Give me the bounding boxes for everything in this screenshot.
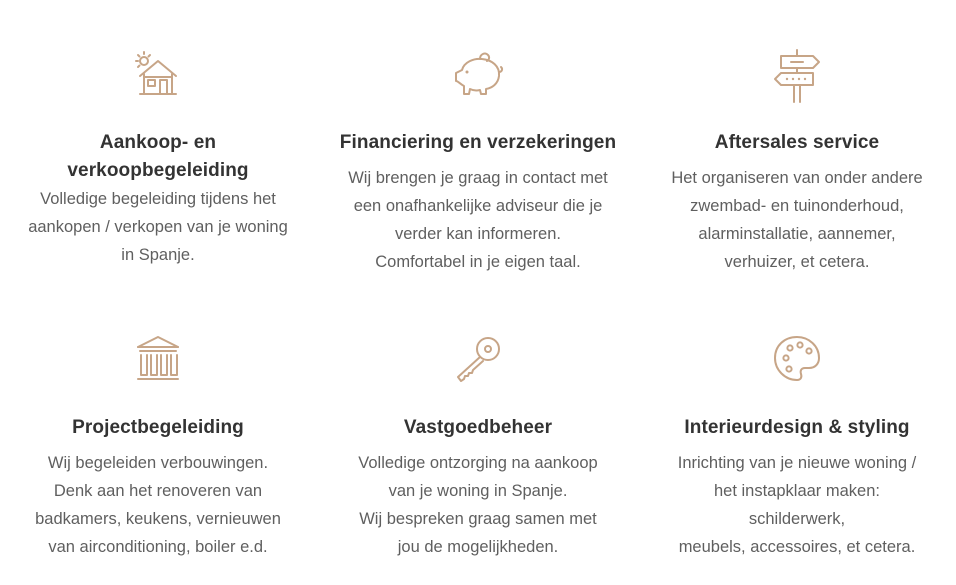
service-card-aftersales <box>647 48 947 276</box>
columns-building-icon <box>132 333 184 389</box>
service-title: Aftersales service <box>714 132 880 153</box>
service-title: Interieurdesign & styling <box>684 417 910 438</box>
service-title: Projectbegeleiding <box>72 417 244 438</box>
service-card-interieur <box>647 333 947 561</box>
piggy-bank-icon <box>452 48 504 104</box>
service-title: Aankoop- en <box>99 132 217 153</box>
service-card-financiering <box>328 48 628 276</box>
service-description: Volledige begeleiding tijdens het aankopen / verkopen van je woning in Spanje. <box>28 190 288 264</box>
service-description: Wij brengen je graag in contact met een onafhankelijke adviseur die je verder kan informeren. Comfortabel in je eigen taal. <box>348 169 608 271</box>
service-card-project <box>8 333 308 561</box>
service-card-vastgoed <box>328 333 628 561</box>
service-title-line2: verkoopbegeleiding <box>67 160 249 181</box>
service-title: Financiering en verzekeringen <box>339 132 617 153</box>
service-description: Wij begeleiden verbouwingen. Denk aan het renoveren van badkamers, keukens, vernieuwen van airconditioning, boiler e.d. <box>35 454 281 556</box>
key-icon <box>452 333 504 389</box>
palette-icon <box>771 333 823 389</box>
signpost-icon <box>771 48 823 104</box>
service-description: Volledige ontzorging na aankoop van je woning in Spanje. Wij bespreken graag samen met jou de mogelijkheden. <box>358 454 598 556</box>
service-description: Inrichting van je nieuwe woning / het instapklaar maken: schilderwerk, meubels, accessoires, et cetera. <box>677 454 917 556</box>
service-card-aankoop <box>8 48 308 269</box>
house-sun-icon <box>132 48 184 104</box>
service-description: Het organiseren van onder andere zwembad- en tuinonderhoud, alarminstallatie, aannemer, verhuizer, et cetera. <box>671 169 923 271</box>
service-title: Vastgoedbeheer <box>403 417 553 438</box>
